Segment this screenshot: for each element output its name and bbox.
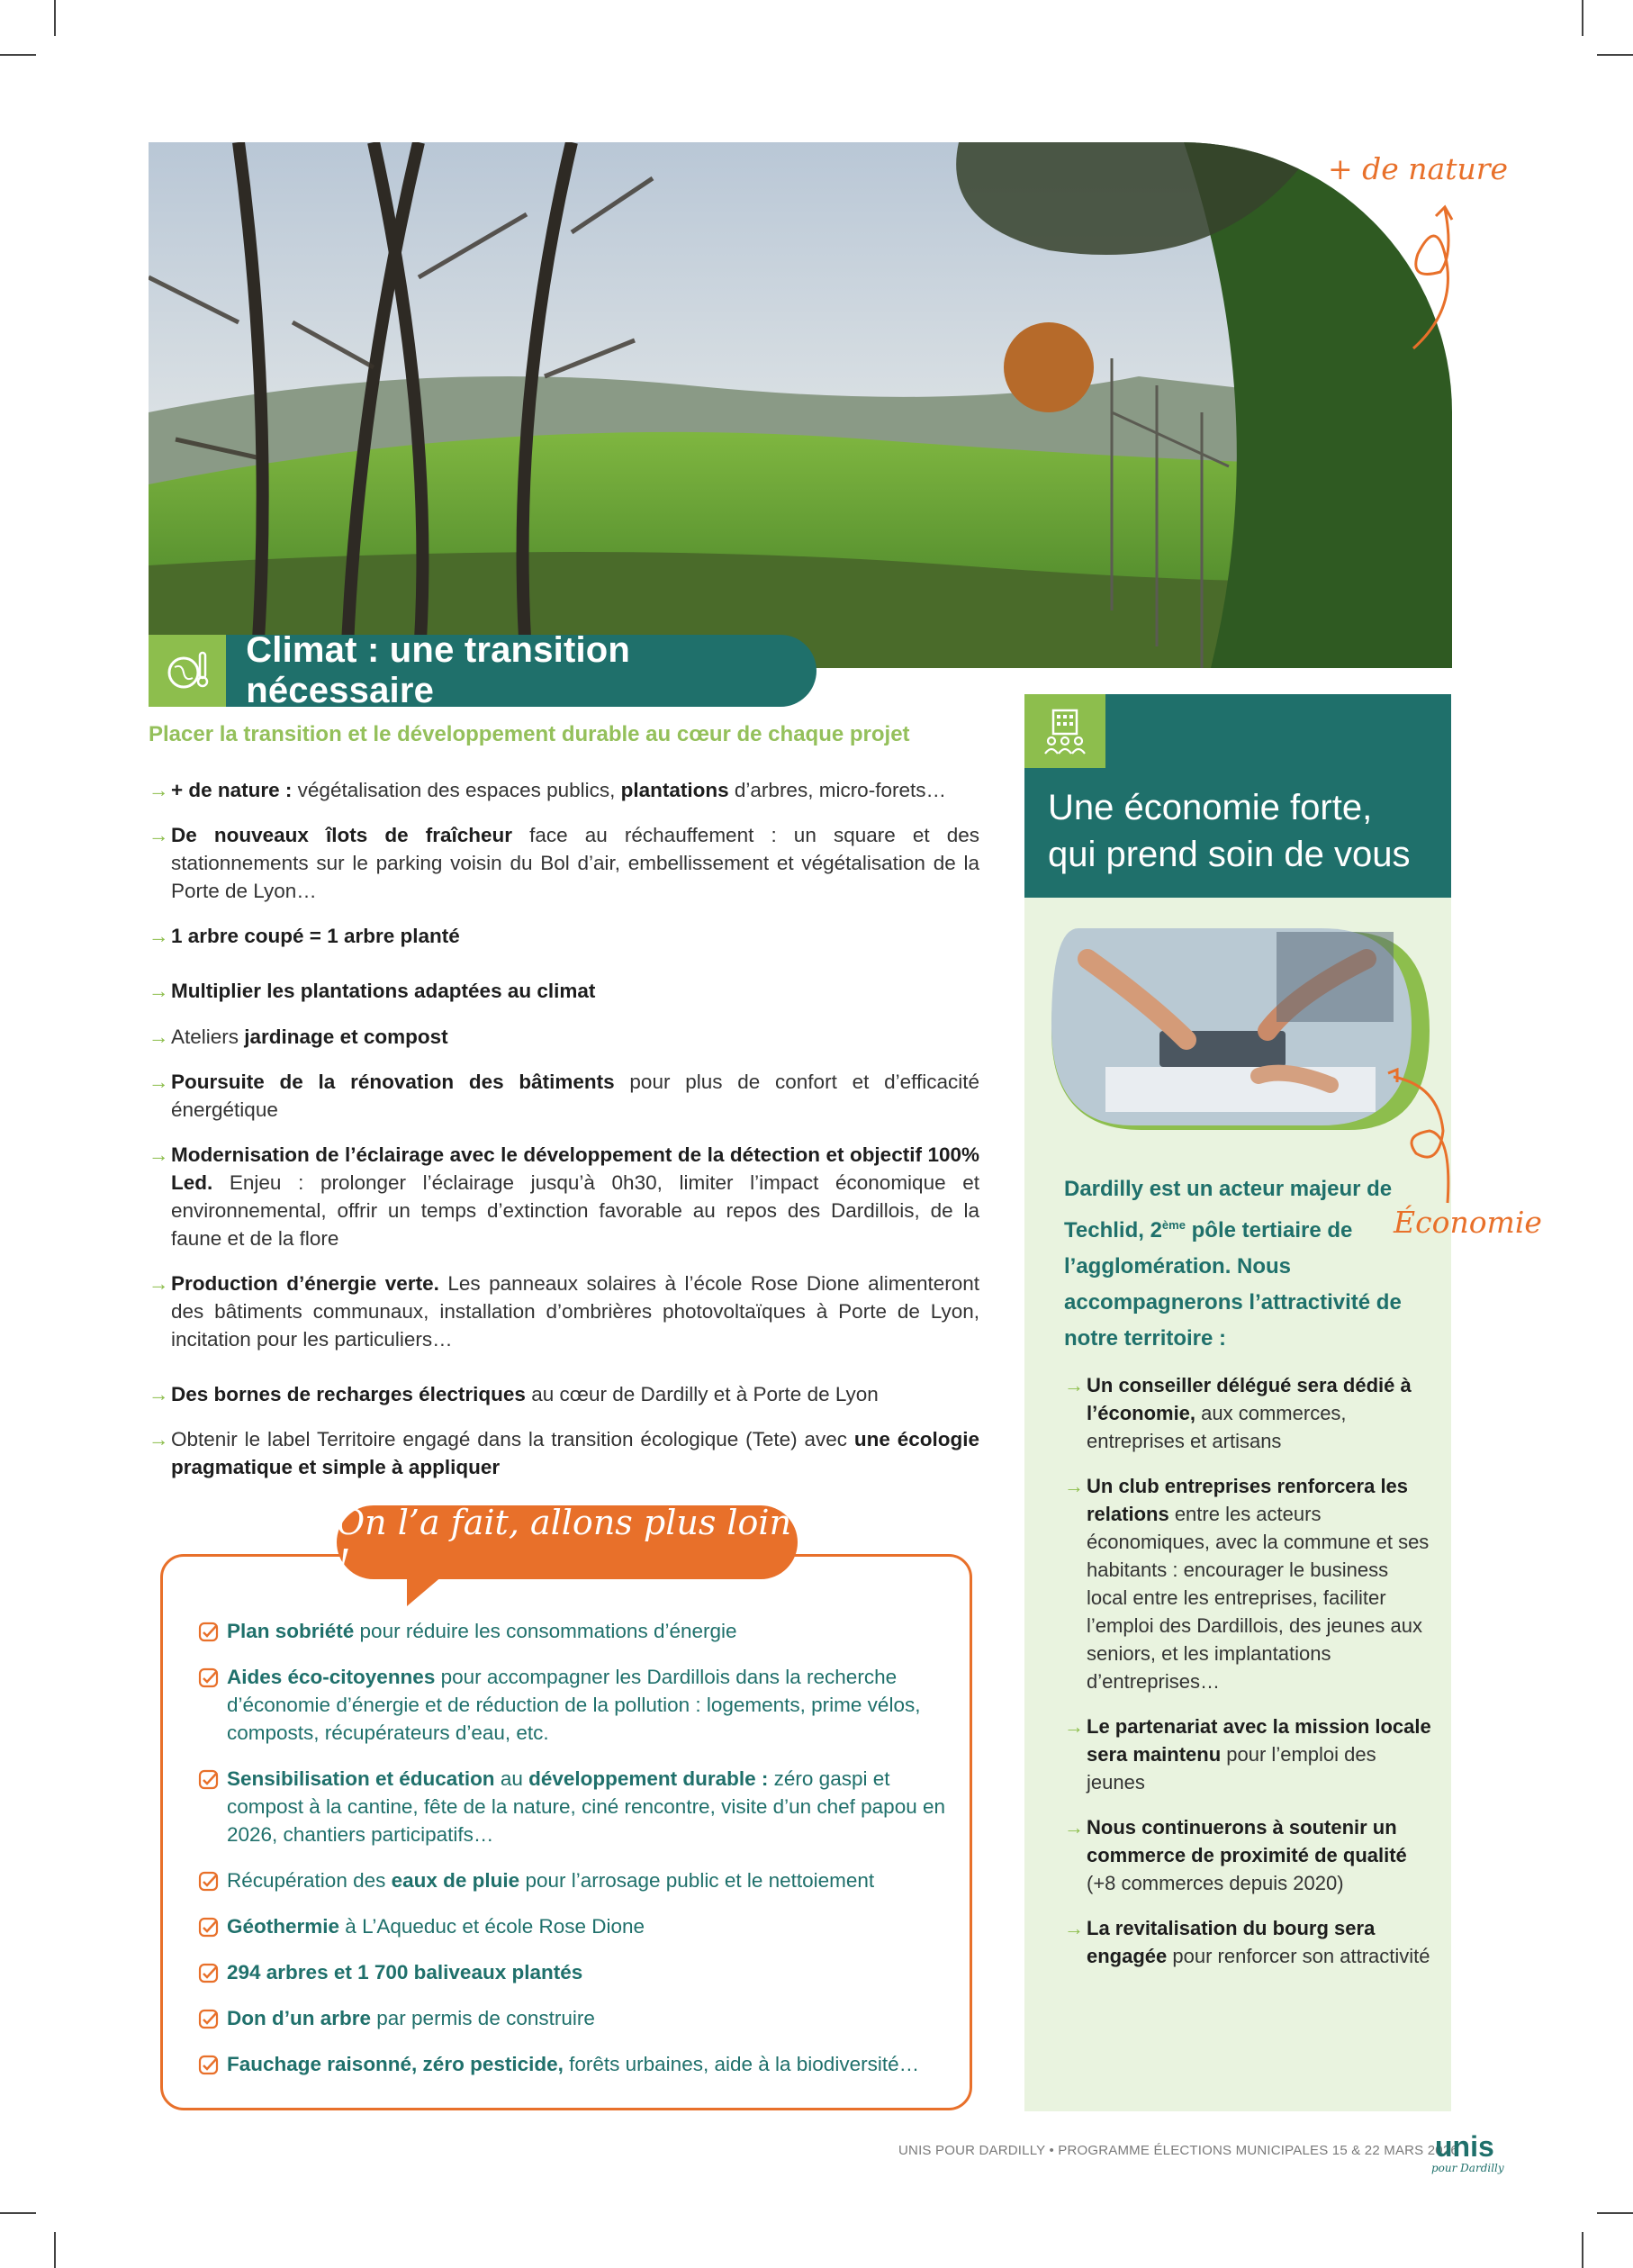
crop-mark bbox=[1582, 2232, 1583, 2268]
list-item: Don d’un arbre par permis de construire bbox=[198, 2004, 945, 2032]
climat-bullet-list bbox=[149, 776, 979, 1481]
climat-subtitle: Placer la transition et le développement durable au cœur de chaque projet bbox=[149, 722, 910, 746]
footer-text: UNIS POUR DARDILLY • PROGRAMME ÉLECTIONS MUNICIPALES 15 & 22 MARS 2026 bbox=[898, 2143, 1458, 2158]
crop-mark bbox=[1597, 54, 1633, 56]
economie-tag: Économie bbox=[1394, 1205, 1542, 1240]
checkbox-icon bbox=[198, 1622, 220, 1643]
building-people-icon bbox=[1024, 694, 1105, 768]
economie-title: Une économie forte, qui prend soin de vous bbox=[1048, 788, 1411, 874]
economie-lead: Dardilly est un acteur majeur de Techlid, 2ème pôle tertiaire de l’agglomération. Nous accompagnerons l’attractivité de notre territoire : bbox=[1064, 1177, 1402, 1351]
list-item: Aides éco-citoyennes pour accompagner les Dardillois dans la recherche d’économie d’énergie et de réduction de la pollution : logements, prime vélos, composts, récupérateurs d’eau, etc. bbox=[198, 1663, 945, 1747]
list-item: Géothermie à L’Aqueduc et école Rose Dione bbox=[198, 1912, 945, 1940]
list-item: Fauchage raisonné, zéro pesticide, forêts urbaines, aide à la biodiversité… bbox=[198, 2050, 945, 2078]
unis-logo-subtitle: pour Dardilly bbox=[1431, 2162, 1504, 2174]
checkbox-icon bbox=[198, 2055, 220, 2076]
crop-mark bbox=[54, 2232, 56, 2268]
list-item: 294 arbres et 1 700 baliveaux plantés bbox=[198, 1958, 945, 1986]
checkbox-icon bbox=[198, 1871, 220, 1893]
list-item: → + de nature : végétalisation des espaces publics, plantations d’arbres, micro-forets… bbox=[149, 779, 946, 801]
list-item: → Poursuite de la rénovation des bâtiments pour plus de confort et d’efficacité énergétique bbox=[149, 1071, 979, 1121]
climat-title: Climat : une transition nécessaire bbox=[246, 630, 631, 710]
list-item: → Obtenir le label Territoire engagé dans la transition écologique (Tete) avec une écologie pragmatique et simple à appliquer bbox=[149, 1428, 979, 1478]
list-item: → Ateliers jardinage et compost bbox=[149, 1026, 448, 1048]
crop-mark bbox=[54, 0, 56, 36]
economie-header bbox=[1024, 694, 1451, 898]
unis-logo: unis bbox=[1435, 2130, 1494, 2163]
list-item: → La revitalisation du bourg sera engagée pour renforcer son attractivité bbox=[1064, 1917, 1430, 1967]
list-item: → Multiplier les plantations adaptées au climat bbox=[149, 980, 596, 1002]
checkbox-icon bbox=[198, 1963, 220, 1984]
checkbox-icon bbox=[198, 2009, 220, 2030]
business-photo bbox=[1051, 923, 1430, 1139]
economie-bullet-list bbox=[1064, 1371, 1433, 1987]
list-item: → Modernisation de l’éclairage avec le développement de la détection et objectif 100% Led. Enjeu : prolonger l’éclairage jusqu’à 0h30, limiter l’impact économique et environnemental, offrir un temps d’extinction favorable au repos des Dardillois, de la faune et de la flore bbox=[149, 1143, 979, 1250]
crop-mark bbox=[0, 54, 36, 56]
list-item: → Le partenariat avec la mission locale sera maintenu pour l’emploi des jeunes bbox=[1064, 1715, 1431, 1794]
list-item: → Un conseiller délégué sera dédié à l’économie, aux commerces, entreprises et artisans bbox=[1064, 1374, 1412, 1452]
climate-globe-icon bbox=[149, 635, 226, 707]
list-item: Récupération des eaux de pluie pour l’arrosage public et le nettoiement bbox=[198, 1866, 945, 1894]
done-box-title: On l’a fait, allons plus loin ! bbox=[337, 1505, 798, 1579]
list-item: → Production d’énergie verte. Les panneaux solaires à l’école Rose Dione alimenteront des bâtiments communaux, installation d’ombrières photovoltaïques à Porte de Lyon, incitation pour les particuliers… bbox=[149, 1272, 979, 1351]
crop-mark bbox=[0, 2212, 36, 2214]
list-item: → Nous continuerons à soutenir un commerce de proximité de qualité (+8 commerces depuis 2020) bbox=[1064, 1816, 1407, 1894]
checkbox-icon bbox=[198, 1917, 220, 1938]
economie-sidebar bbox=[1024, 694, 1451, 2111]
crop-mark bbox=[1582, 0, 1583, 36]
checkbox-icon bbox=[198, 1769, 220, 1791]
list-item: → 1 arbre coupé = 1 arbre planté bbox=[149, 925, 460, 947]
curly-arrow-icon bbox=[1391, 200, 1463, 353]
list-item: → Un club entreprises renforcera les relations entre les acteurs économiques, avec la commune et ses habitants : encourager le business local entre les entreprises, faciliter l’emploi des Dardillois, des jeunes aux seniors, et les implantations d’entreprises… bbox=[1064, 1475, 1430, 1693]
list-item: → De nouveaux îlots de fraîcheur face au réchauffement : un square et des stationnements sur le parking voisin du Bol d’air, embellissement et végétalisation de la Porte de Lyon… bbox=[149, 824, 980, 902]
list-item: → Des bornes de recharges électriques au cœur de Dardilly et à Porte de Lyon bbox=[149, 1383, 879, 1405]
hero-photo bbox=[149, 142, 1452, 668]
climat-title-band bbox=[149, 630, 816, 710]
nature-tag: + de nature bbox=[1328, 151, 1509, 186]
checkbox-icon bbox=[198, 1667, 220, 1689]
list-item: Plan sobriété pour réduire les consommations d’énergie bbox=[198, 1617, 945, 1645]
crop-mark bbox=[1597, 2212, 1633, 2214]
list-item: Sensibilisation et éducation au développement durable : zéro gaspi et compost à la cantine, fête de la nature, ciné rencontre, visite d’un chef papou en 2026, chantiers participatifs… bbox=[198, 1765, 945, 1848]
done-check-list bbox=[198, 1617, 945, 2096]
